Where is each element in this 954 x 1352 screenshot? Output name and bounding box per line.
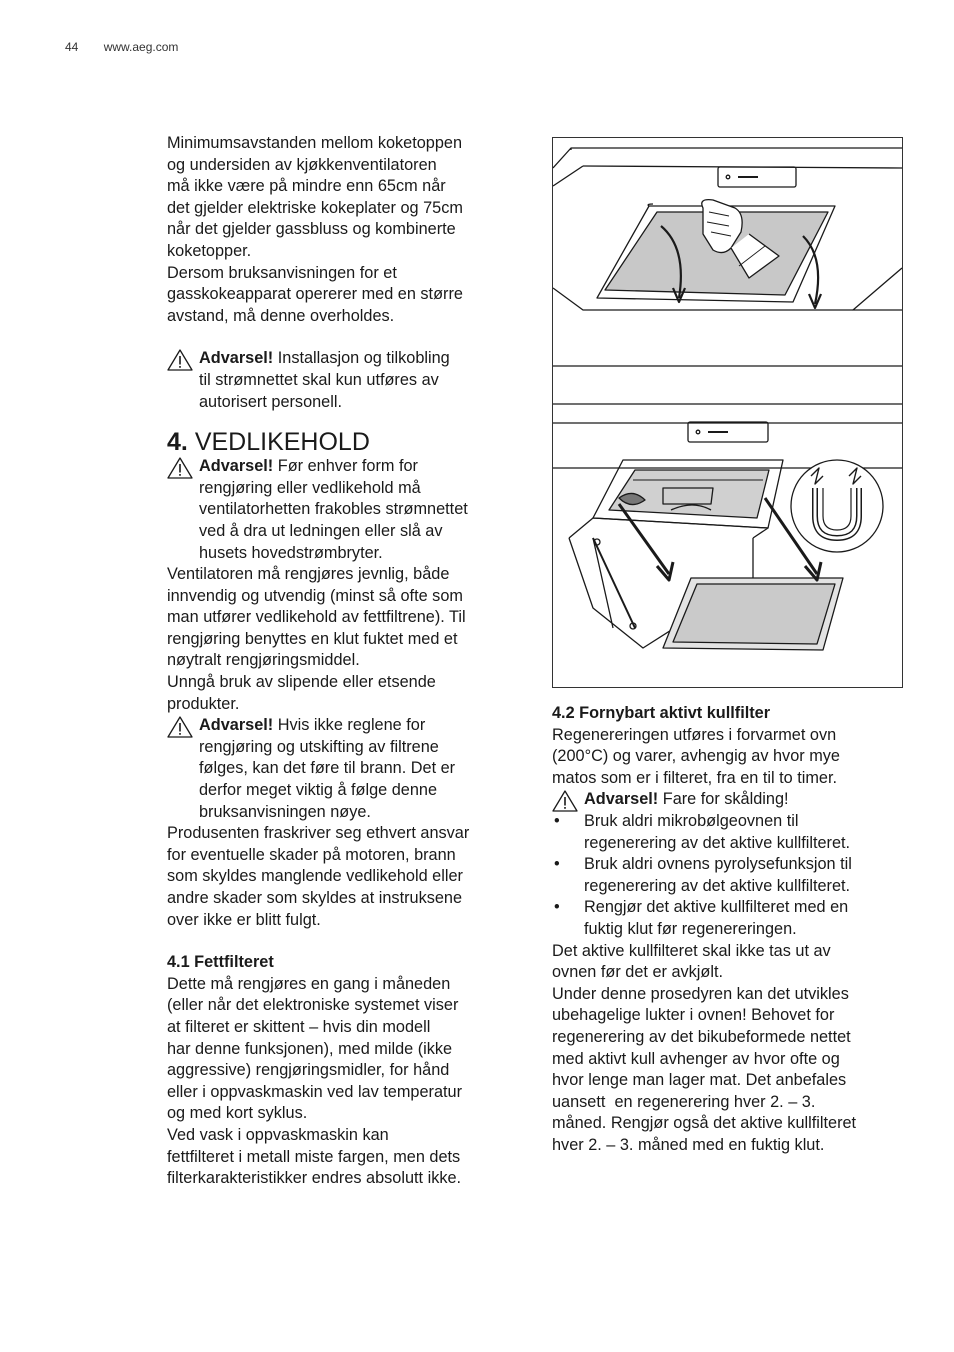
text-line: Produsenten fraskriver seg ethvert ansvar xyxy=(167,824,470,843)
text-line: autorisert personell. xyxy=(199,392,342,411)
list-item xyxy=(552,811,902,854)
text-line: med aktivt kull avhenger av hvor ofte og xyxy=(552,1049,840,1068)
page-number: 44 xyxy=(65,40,79,54)
text-line: regenerering av det bikubeformede nettet xyxy=(552,1027,851,1046)
bullet: • xyxy=(554,811,560,830)
text-line: innvendig og utvendig (minst så ofte som xyxy=(167,586,463,605)
warning-label: Advarsel! xyxy=(199,716,274,735)
text-line: Rengjør det aktive kullfilteret med en xyxy=(584,898,849,917)
text-line: Dette må rengjøres en gang i måneden xyxy=(167,974,451,993)
text-line: Det aktive kullfilteret skal ikke tas ut av xyxy=(552,941,831,960)
text-line: det gjelder elektriske kokeplater og 75cm xyxy=(167,198,463,217)
text-line: Regenereringen utføres i forvarmet ovn xyxy=(552,725,837,744)
section-heading xyxy=(167,428,512,456)
list-item xyxy=(552,897,902,940)
subsection-heading-grease: 4.1 Fettfilteret xyxy=(167,953,274,972)
text-line: ubehagelige lukter i ovnen! Behovet for xyxy=(552,1006,835,1025)
text-line: Før enhver form for xyxy=(277,457,418,476)
page-header xyxy=(65,40,178,54)
text-line: fuktig klut før regenereringen. xyxy=(584,919,797,938)
text-line: Unngå bruk av slipende eller etsende xyxy=(167,673,436,692)
warning-scalding xyxy=(552,789,902,811)
filter-removal-illustration xyxy=(552,137,903,688)
warning-fire xyxy=(167,715,512,823)
text-line: for eventuelle skader på motoren, brann xyxy=(167,845,456,864)
text-line: uansett en regenerering hver 2. – 3. xyxy=(552,1092,816,1111)
text-line: Bruk aldri ovnens pyrolysefunksjon til xyxy=(584,855,852,874)
right-column xyxy=(552,703,902,1156)
text-line: over ikke er blitt fulgt. xyxy=(167,910,321,929)
grease-filter-paragraph xyxy=(167,974,512,1190)
bullet-list xyxy=(552,811,902,941)
subsection-heading-carbon: 4.2 Fornybart aktivt kullfilter xyxy=(552,704,771,722)
closing-paragraph xyxy=(552,941,902,1157)
left-column xyxy=(167,133,512,1190)
text-line: andre skader som skyldes at instruksene xyxy=(167,889,463,907)
warning-text: Fare for skålding! xyxy=(662,790,789,809)
text-line: ved å dra ut ledningen eller slå av xyxy=(199,521,443,540)
text-line: avstand, må denne overholdes. xyxy=(167,306,395,325)
section-number: 4. xyxy=(167,428,188,457)
intro-paragraph xyxy=(167,133,512,327)
text-line: Hvis ikke reglene for xyxy=(277,716,426,735)
bullet: • xyxy=(554,898,560,917)
text-line: (200°C) og varer, avhengig av hvor mye xyxy=(552,747,840,766)
text-line: følges, kan det føre til brann. Det er xyxy=(199,759,456,778)
regeneration-paragraph xyxy=(552,725,902,790)
text-line: Minimumsavstanden mellom koketoppen xyxy=(167,134,463,152)
warning-label: Advarsel! xyxy=(199,349,274,368)
text-line: eller i oppvaskmaskin ved lav temperatur xyxy=(167,1082,463,1101)
text-line: (eller når det elektroniske systemet viser xyxy=(167,996,459,1015)
bullet: • xyxy=(554,855,560,874)
text-line: rengjøring og utskifting av filtrene xyxy=(199,737,439,756)
text-line: ovnen før det er avkjølt. xyxy=(552,963,724,982)
section-title: VEDLIKEHOLD xyxy=(194,428,370,457)
warning-triangle-icon xyxy=(167,716,193,738)
text-line: som skyldes manglende vedlikehold eller xyxy=(167,867,463,886)
text-line: ventilatorhetten frakobles strømnettet xyxy=(199,500,468,519)
warning-disconnect xyxy=(167,456,512,564)
warning-label: Advarsel! xyxy=(584,790,659,809)
text-line: husets hovedstrømbryter. xyxy=(199,543,383,562)
warning-triangle-icon xyxy=(167,457,193,479)
text-line: måned. Rengjør også det aktive kullfilteret xyxy=(552,1114,857,1133)
text-line: derfor meget viktig å følge denne xyxy=(199,781,438,800)
text-line: må ikke være på mindre enn 65cm når xyxy=(167,177,446,196)
text-line: Dersom bruksanvisningen for et xyxy=(167,263,397,282)
maintenance-paragraph xyxy=(167,564,512,715)
text-line: man utfører vedlikehold av fettfiltrene). Til xyxy=(167,608,466,627)
text-line: nøytralt rengjøringsmiddel. xyxy=(167,651,360,670)
website-url: www.aeg.com xyxy=(103,40,179,54)
text-line: matos som er i filteret, fra en til to timer. xyxy=(552,768,838,787)
liability-paragraph xyxy=(167,823,512,931)
text-line: Ventilatoren må rengjøres jevnlig, både xyxy=(167,565,450,584)
text-line: filterkarakteristikker endres absolutt ikke. xyxy=(167,1169,462,1188)
text-line: hvor lenge man lager mat. Det anbefales xyxy=(552,1071,847,1090)
text-line: aggressive) rengjøringsmidler, for hånd xyxy=(167,1061,450,1080)
text-line: rengjøring eller vedlikehold må xyxy=(199,478,421,497)
text-line: og med kort syklus. xyxy=(167,1104,308,1123)
text-line: regenerering av det aktive kullfilteret. xyxy=(584,876,851,895)
text-line: produkter. xyxy=(167,694,240,713)
warning-installation xyxy=(167,348,512,413)
text-line: fettfilteret i metall miste fargen, men dets xyxy=(167,1147,461,1166)
text-line: at filteret er skittent – hvis din modell xyxy=(167,1017,431,1036)
text-line: Bruk aldri mikrobølgeovnen til xyxy=(584,811,799,830)
warning-label: Advarsel! xyxy=(199,457,274,476)
warning-triangle-icon xyxy=(552,790,578,812)
text-line: gasskokeapparat opererer med en større xyxy=(167,285,463,304)
text-line: rengjøring benyttes en klut fuktet med et xyxy=(167,629,458,648)
text-line: Ved vask i oppvaskmaskin kan xyxy=(167,1125,389,1144)
text-line: bruksanvisningen nøye. xyxy=(199,802,371,821)
warning-triangle-icon xyxy=(167,349,193,371)
text-line: hver 2. – 3. måned med en fuktig klut. xyxy=(552,1135,825,1154)
list-item xyxy=(552,854,902,897)
text-line: koketopper. xyxy=(167,241,252,260)
text-line: Under denne prosedyren kan det utvikles xyxy=(552,984,849,1003)
text-line: og undersiden av kjøkkenventilatoren xyxy=(167,155,437,174)
text-line: når det gjelder gassbluss og kombinerte xyxy=(167,220,456,239)
text-line: Installasjon og tilkobling xyxy=(277,349,450,368)
text-line: til strømnettet skal kun utføres av xyxy=(199,370,439,389)
text-line: har denne funksjonen), med milde (ikke xyxy=(167,1039,453,1058)
text-line: regenerering av det aktive kullfilteret. xyxy=(584,833,851,852)
